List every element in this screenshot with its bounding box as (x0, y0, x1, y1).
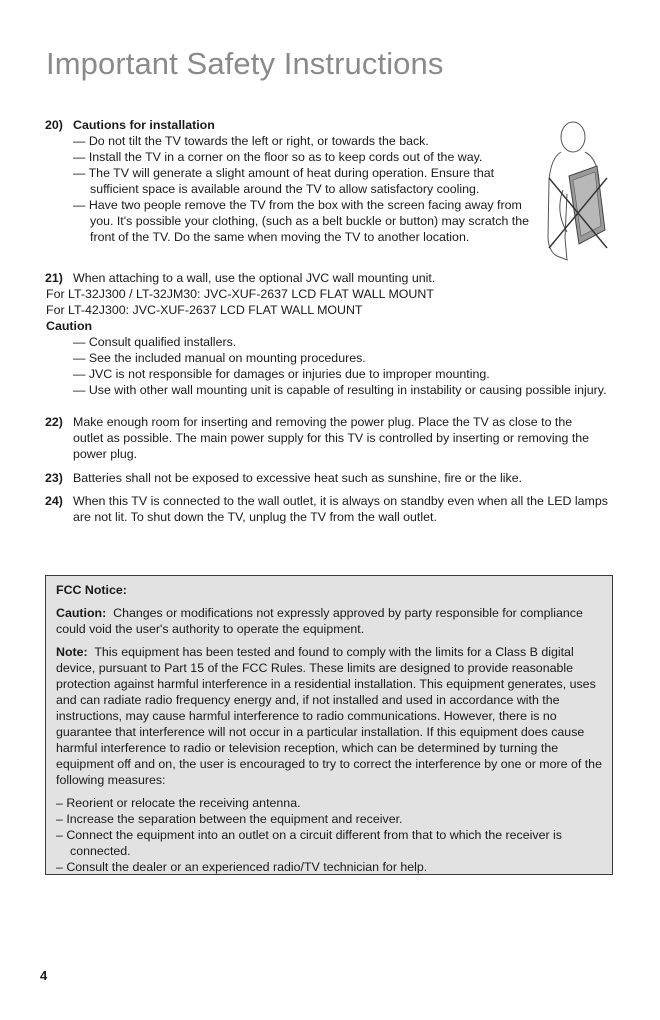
page-title: Important Safety Instructions (46, 46, 444, 81)
item-number: 20) (45, 118, 63, 132)
item-intro: When attaching to a wall, use the optional JVC wall mounting unit. (73, 271, 436, 285)
instruction-20 (45, 117, 535, 245)
item-text: When this TV is connected to the wall outlet, it is always on standby even when all the LED lamps are not lit. To shut down the TV, unplug the TV from the wall outlet. (73, 494, 608, 524)
fcc-measure: – Consult the dealer or an experienced radio/TV technician for help. (56, 860, 428, 874)
model-line: For LT-42J300: JVC-XUF-2637 LCD FLAT WALL MOUNT (46, 303, 363, 317)
fcc-heading: FCC Notice: (56, 583, 127, 597)
instruction-24 (45, 493, 620, 525)
model-line: For LT-32J300 / LT-32JM30: JVC-XUF-2637 LCD FLAT WALL MOUNT (46, 287, 434, 301)
instruction-22 (45, 414, 605, 462)
list-item: — JVC is not responsible for damages or injuries due to improper mounting. (73, 367, 490, 381)
fcc-notice-box (45, 575, 613, 875)
item-text: Make enough room for inserting and removing the power plug. Place the TV as close to the outlet as possible. The main power supply for this TV is controlled by inserting or removing the power plug. (73, 415, 590, 461)
person-carrying-tv-crossed-out-icon (545, 120, 613, 264)
fcc-note (56, 644, 602, 788)
item-heading: Cautions for installation (73, 118, 215, 132)
fcc-note-label: Note: (56, 645, 88, 659)
item-number: 22) (45, 415, 63, 429)
list-item: — See the included manual on mounting procedures. (73, 351, 366, 365)
list-item: — Install the TV in a corner on the floor so as to keep cords out of the way. (73, 150, 483, 164)
item-number: 23) (45, 471, 63, 485)
item-number: 21) (45, 271, 63, 285)
fcc-measure: – Increase the separation between the equipment and receiver. (56, 812, 403, 826)
fcc-caution (56, 605, 602, 637)
illustration-svg (545, 120, 613, 264)
fcc-measure: – Connect the equipment into an outlet on a circuit different from that to which the receiver is connected. (56, 828, 563, 858)
fcc-note-text: This equipment has been tested and found to comply with the limits for a Class B digital device, pursuant to Part 15 of the FCC Rules. These limits are designed to provide reasonable protection against harmful interference in a residential installation. This equipment generates, uses and can radiate radio frequency energy and, if not installed and used in accordance with the instructions, may cause harmful interference to radio communications. However, there is no guarantee that interference will not occur in a particular installation. If this equipment does cause harmful interference to radio or television reception, which can be determined by turning the equipment off and on, the user is encouraged to try to correct the interference by one or more of the following measures: (56, 645, 602, 787)
fcc-caution-text: Changes or modifications not expressly approved by party responsible for compliance could void the user's authority to operate the equipment. (56, 606, 583, 636)
fcc-measure: – Reorient or relocate the receiving antenna. (56, 796, 301, 810)
item-number: 24) (45, 494, 63, 508)
list-item: — Have two people remove the TV from the box with the screen facing away from you. It's possible your clothing, (such as a belt buckle or button) may scratch the front of the TV. Do the same when moving the TV to another location. (73, 198, 530, 244)
fcc-caution-label: Caution: (56, 606, 107, 620)
list-item: — Consult qualified installers. (73, 335, 237, 349)
instruction-21 (45, 270, 620, 398)
page-number: 4 (40, 968, 48, 983)
list-item: — The TV will generate a slight amount of heat during operation. Ensure that sufficient space is available around the TV to allow satisfactory cooling. (73, 166, 495, 196)
instruction-23 (45, 470, 620, 486)
item-text: Batteries shall not be exposed to excessive heat such as sunshine, fire or the like. (73, 471, 523, 485)
list-item: — Do not tilt the TV towards the left or right, or towards the back. (73, 134, 429, 148)
list-item: — Use with other wall mounting unit is capable of resulting in instability or causing possible injury. (73, 383, 607, 397)
caution-label: Caution (46, 319, 93, 333)
